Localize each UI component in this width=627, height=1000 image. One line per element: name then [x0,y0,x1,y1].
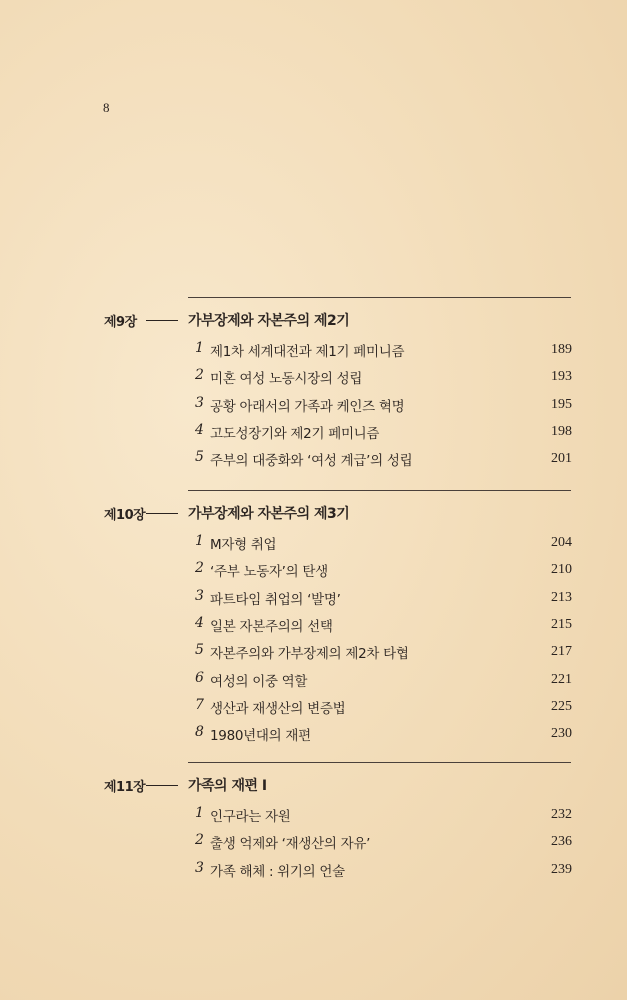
section-title: 고도성장기와 제2기 페미니즘 [210,425,380,442]
chapter-label: 제11장 [104,780,146,795]
toc-entry [0,588,627,612]
section-number: 3 [195,859,204,876]
section-page-number: 189 [551,342,572,357]
section-number: 1 [195,533,204,549]
toc-entry [0,560,627,584]
section-number: 4 [195,614,204,631]
section-page-number: 198 [551,423,572,439]
section-number: 2 [195,560,204,577]
toc-entry [0,340,627,364]
toc-entry [0,367,627,391]
section-title: 미혼 여성 노동시장의 성립 [210,371,363,388]
section-number: 5 [195,642,204,659]
page-number: 8 [103,100,110,115]
toc-entry [0,832,627,856]
section-page-number: 201 [551,451,572,467]
chapter-label: 제10장 [104,508,146,523]
chapter-heading [0,504,627,528]
section-title: 인구라는 자원 [210,809,291,825]
toc-entry [0,395,627,419]
section-page-number: 221 [551,671,572,687]
chapter-title: 가부장제와 자본주의 제2기 [188,313,350,329]
toc-entry [0,642,627,666]
section-number: 4 [195,421,204,438]
section-page-number: 213 [551,589,572,605]
section-page-number: 193 [551,369,572,385]
section-page-number: 204 [551,535,572,550]
toc-entry [0,615,627,639]
section-page-number: 225 [551,698,572,714]
toc-entry [0,533,627,557]
section-title: 1980년대의 재편 [210,728,311,745]
section-title: 제1차 세계대전과 제1기 페미니즘 [210,344,405,360]
toc-entry [0,724,627,748]
section-page-number: 239 [551,861,572,877]
section-number: 3 [195,587,204,604]
section-page-number: 230 [551,726,572,742]
chapter-dash [146,320,178,321]
section-title: 출생 억제와 ‘재생산의 자유’ [210,836,371,853]
toc-entry [0,449,627,473]
section-number: 3 [195,394,204,411]
section-number: 2 [195,832,204,849]
chapter-rule [188,762,571,763]
section-number: 5 [195,449,204,466]
chapter-rule [188,297,571,298]
toc-entry [0,697,627,721]
chapter-heading [0,776,627,800]
section-title: 생산과 재생산의 변증법 [210,700,346,717]
toc-entry [0,422,627,446]
chapter-title: 가부장제와 자본주의 제3기 [188,506,350,522]
section-page-number: 195 [551,396,572,412]
chapter-rule [188,490,571,491]
toc-entry [0,860,627,884]
chapter-label: 제9장 [104,315,137,330]
chapter-title: 가족의 재편 I [188,778,267,794]
section-number: 7 [195,696,204,713]
section-title: ‘주부 노동자’의 탄생 [210,564,328,581]
section-page-number: 232 [551,807,572,822]
section-title: 일본 자본주의의 선택 [210,618,333,635]
section-page-number: 215 [551,616,572,632]
section-title: 자본주의와 가부장제의 제2차 타협 [210,646,409,663]
section-title: 주부의 대중화와 ‘여성 계급’의 성립 [210,453,413,470]
section-number: 1 [195,805,204,821]
section-page-number: 217 [551,644,572,660]
section-number: 1 [195,340,204,356]
section-title: 파트타임 취업의 ‘발명’ [210,591,341,608]
section-title: 공황 아래서의 가족과 케인즈 혁명 [210,398,405,415]
section-title: M자형 취업 [210,537,277,553]
chapter-dash [146,785,178,786]
section-page-number: 210 [551,562,572,578]
chapter-dash [146,513,178,514]
section-page-number: 236 [551,834,572,850]
chapter-heading [0,311,627,335]
section-number: 6 [195,669,204,686]
section-title: 가족 해체 : 위기의 언술 [210,863,345,880]
toc-entry [0,670,627,694]
section-title: 여성의 이중 역할 [210,673,308,690]
section-number: 8 [195,724,204,741]
toc-entry [0,805,627,829]
section-number: 2 [195,367,204,384]
